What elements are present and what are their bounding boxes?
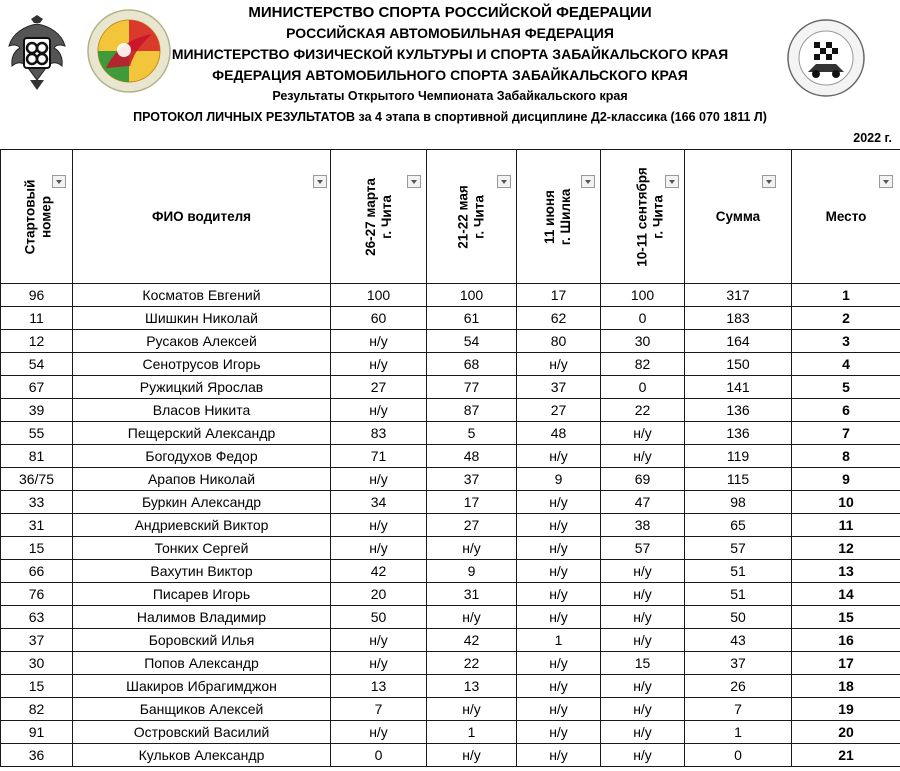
- col-stage4-line1: 10-11 сентября: [634, 166, 650, 267]
- stage3-points-cell: н/у: [517, 652, 601, 675]
- place-cell: 9: [792, 468, 900, 491]
- stage3-points-cell: 80: [517, 330, 601, 353]
- col-stage4-line2: г. Чита: [650, 194, 666, 239]
- place-cell: 16: [792, 629, 900, 652]
- driver-name-cell: Боровский Илья: [73, 629, 331, 652]
- start-number-cell: 81: [1, 445, 73, 468]
- stage2-points-cell: 17: [427, 491, 517, 514]
- stage1-points-cell: 20: [331, 583, 427, 606]
- driver-name-cell: Буркин Александр: [73, 491, 331, 514]
- stage4-points-cell: 82: [601, 353, 685, 376]
- stage4-points-cell: 57: [601, 537, 685, 560]
- stage4-points-cell: н/у: [601, 560, 685, 583]
- col-sum: [685, 150, 792, 284]
- table-row: [1, 537, 900, 560]
- start-number-cell: 96: [1, 284, 73, 307]
- stage4-points-cell: н/у: [601, 721, 685, 744]
- driver-name-cell: Арапов Николай: [73, 468, 331, 491]
- stage1-points-cell: н/у: [331, 353, 427, 376]
- raf-emblem-icon: [6, 14, 68, 92]
- stage3-points-cell: н/у: [517, 537, 601, 560]
- start-number-cell: 31: [1, 514, 73, 537]
- stage4-points-cell: н/у: [601, 445, 685, 468]
- stage3-points-cell: 9: [517, 468, 601, 491]
- place-cell: 7: [792, 422, 900, 445]
- stage1-points-cell: 0: [331, 744, 427, 767]
- col-driver: [73, 150, 331, 284]
- start-number-cell: 36/75: [1, 468, 73, 491]
- stage4-points-cell: н/у: [601, 744, 685, 767]
- table-row: [1, 468, 900, 491]
- stage2-points-cell: 22: [427, 652, 517, 675]
- driver-name-cell: Писарев Игорь: [73, 583, 331, 606]
- sum-cell: 57: [685, 537, 792, 560]
- place-cell: 1: [792, 284, 900, 307]
- col-start-number: [1, 150, 73, 284]
- place-cell: 4: [792, 353, 900, 376]
- stage3-points-cell: н/у: [517, 583, 601, 606]
- driver-name-cell: Налимов Владимир: [73, 606, 331, 629]
- start-number-cell: 33: [1, 491, 73, 514]
- col-stage3-line1: 11 июня: [542, 189, 558, 244]
- stage2-points-cell: 68: [427, 353, 517, 376]
- stage4-points-cell: н/у: [601, 675, 685, 698]
- start-number-cell: 54: [1, 353, 73, 376]
- table-row: [1, 284, 900, 307]
- stage2-points-cell: 1: [427, 721, 517, 744]
- col-stage2-label: [455, 185, 487, 248]
- start-number-cell: 12: [1, 330, 73, 353]
- col-place-label: Место: [825, 209, 867, 224]
- header-federation: ФЕДЕРАЦИЯ АВТОМОБИЛЬНОГО СПОРТА ЗАБАЙКАЛЬСКОГО КРАЯ: [212, 67, 688, 83]
- stage2-points-cell: 9: [427, 560, 517, 583]
- sum-cell: 164: [685, 330, 792, 353]
- stage4-points-cell: 30: [601, 330, 685, 353]
- start-number-cell: 30: [1, 652, 73, 675]
- stage2-points-cell: 42: [427, 629, 517, 652]
- stage1-points-cell: 7: [331, 698, 427, 721]
- sum-cell: 0: [685, 744, 792, 767]
- stage3-points-cell: 17: [517, 284, 601, 307]
- sum-cell: 136: [685, 422, 792, 445]
- stage3-points-cell: 48: [517, 422, 601, 445]
- table-row: [1, 744, 900, 767]
- stage3-points-cell: н/у: [517, 445, 601, 468]
- stage3-points-cell: н/у: [517, 491, 601, 514]
- stage2-points-cell: 5: [427, 422, 517, 445]
- sum-cell: 43: [685, 629, 792, 652]
- stage2-points-cell: 54: [427, 330, 517, 353]
- driver-name-cell: Тонких Сергей: [73, 537, 331, 560]
- place-cell: 8: [792, 445, 900, 468]
- table-row: [1, 353, 900, 376]
- col-place: [792, 150, 900, 284]
- stage3-points-cell: 27: [517, 399, 601, 422]
- stage2-points-cell: 61: [427, 307, 517, 330]
- filter-stage1-button[interactable]: [407, 175, 421, 188]
- sum-cell: 98: [685, 491, 792, 514]
- table-header-row: [1, 150, 900, 284]
- stage1-points-cell: н/у: [331, 629, 427, 652]
- table-row: [1, 399, 900, 422]
- stage3-points-cell: 62: [517, 307, 601, 330]
- header-protocol-title: ПРОТОКОЛ ЛИЧНЫХ РЕЗУЛЬТАТОВ за 4 этапа в спортивной дисциплине Д2-классика (166 070 1811 Л): [133, 110, 767, 124]
- col-stage3-line2: г. Шилка: [558, 188, 574, 245]
- stage4-points-cell: 0: [601, 376, 685, 399]
- table-row: [1, 652, 900, 675]
- sum-cell: 65: [685, 514, 792, 537]
- stage2-points-cell: н/у: [427, 744, 517, 767]
- place-cell: 19: [792, 698, 900, 721]
- sum-cell: 115: [685, 468, 792, 491]
- driver-name-cell: Попов Александр: [73, 652, 331, 675]
- stage1-points-cell: 50: [331, 606, 427, 629]
- stage4-points-cell: н/у: [601, 606, 685, 629]
- col-stage1-line2: г. Чита: [378, 194, 394, 239]
- table-row: [1, 330, 900, 353]
- sum-cell: 119: [685, 445, 792, 468]
- col-stage1-line1: 26-27 марта: [362, 177, 378, 256]
- start-number-cell: 36: [1, 744, 73, 767]
- table-row: [1, 422, 900, 445]
- stage2-points-cell: 13: [427, 675, 517, 698]
- stage1-points-cell: н/у: [331, 537, 427, 560]
- start-number-cell: 11: [1, 307, 73, 330]
- stage4-points-cell: н/у: [601, 629, 685, 652]
- stage1-points-cell: 100: [331, 284, 427, 307]
- stage1-points-cell: н/у: [331, 330, 427, 353]
- place-cell: 11: [792, 514, 900, 537]
- col-start-number-label: [22, 179, 54, 254]
- sum-cell: 1: [685, 721, 792, 744]
- sum-cell: 317: [685, 284, 792, 307]
- stage3-points-cell: н/у: [517, 606, 601, 629]
- stage4-points-cell: 38: [601, 514, 685, 537]
- stage2-points-cell: 48: [427, 445, 517, 468]
- driver-name-cell: Шакиров Ибрагимджон: [73, 675, 331, 698]
- stage1-points-cell: 27: [331, 376, 427, 399]
- start-number-cell: 66: [1, 560, 73, 583]
- start-number-cell: 37: [1, 629, 73, 652]
- stage4-points-cell: н/у: [601, 583, 685, 606]
- filter-stage2-button[interactable]: [497, 175, 511, 188]
- stage3-points-cell: н/у: [517, 675, 601, 698]
- filter-stage3-button[interactable]: [581, 175, 595, 188]
- stage3-points-cell: н/у: [517, 514, 601, 537]
- place-cell: 17: [792, 652, 900, 675]
- zabaikalsky-sport-emblem-icon: [86, 8, 172, 94]
- sum-cell: 141: [685, 376, 792, 399]
- driver-name-cell: Вахутин Виктор: [73, 560, 331, 583]
- header-ministry-region: МИНИСТЕРСТВО ФИЗИЧЕСКОЙ КУЛЬТУРЫ И СПОРТА ЗАБАЙКАЛЬСКОГО КРАЯ: [171, 46, 729, 62]
- start-number-cell: 39: [1, 399, 73, 422]
- driver-name-cell: Русаков Алексей: [73, 330, 331, 353]
- header-results-title: Результаты Открытого Чемпионата Забайкальского края: [272, 89, 628, 103]
- table-row: [1, 491, 900, 514]
- stage1-points-cell: н/у: [331, 468, 427, 491]
- start-number-cell: 76: [1, 583, 73, 606]
- col-stage2-line2: г. Чита: [471, 194, 487, 239]
- table-row: [1, 721, 900, 744]
- driver-name-cell: Пещерский Александр: [73, 422, 331, 445]
- stage2-points-cell: н/у: [427, 698, 517, 721]
- stage4-points-cell: 47: [601, 491, 685, 514]
- col-driver-label: ФИО водителя: [151, 209, 252, 224]
- stage3-points-cell: 1: [517, 629, 601, 652]
- table-row: [1, 560, 900, 583]
- col-stage4: [601, 150, 685, 284]
- results-table: [0, 149, 900, 767]
- stage4-points-cell: 22: [601, 399, 685, 422]
- driver-name-cell: Шишкин Николай: [73, 307, 331, 330]
- stage2-points-cell: 100: [427, 284, 517, 307]
- stage4-points-cell: 0: [601, 307, 685, 330]
- stage2-points-cell: 37: [427, 468, 517, 491]
- filter-start-number-button[interactable]: [52, 175, 66, 188]
- stage4-points-cell: н/у: [601, 698, 685, 721]
- place-cell: 2: [792, 307, 900, 330]
- sum-cell: 150: [685, 353, 792, 376]
- stage4-points-cell: 15: [601, 652, 685, 675]
- header-ministry-sport: МИНИСТЕРСТВО СПОРТА РОССИЙСКОЙ ФЕДЕРАЦИИ: [248, 4, 652, 21]
- place-cell: 18: [792, 675, 900, 698]
- filter-stage4-button[interactable]: [665, 175, 679, 188]
- stage3-points-cell: н/у: [517, 721, 601, 744]
- start-number-cell: 67: [1, 376, 73, 399]
- table-row: [1, 583, 900, 606]
- filter-driver-button[interactable]: [313, 175, 327, 188]
- table-row: [1, 629, 900, 652]
- place-cell: 5: [792, 376, 900, 399]
- stage1-points-cell: н/у: [331, 514, 427, 537]
- driver-name-cell: Косматов Евгений: [73, 284, 331, 307]
- place-cell: 6: [792, 399, 900, 422]
- place-cell: 21: [792, 744, 900, 767]
- stage2-points-cell: н/у: [427, 537, 517, 560]
- sum-cell: 7: [685, 698, 792, 721]
- table-row: [1, 675, 900, 698]
- driver-name-cell: Власов Никита: [73, 399, 331, 422]
- sum-cell: 50: [685, 606, 792, 629]
- start-number-cell: 63: [1, 606, 73, 629]
- driver-name-cell: Кульков Александр: [73, 744, 331, 767]
- place-cell: 12: [792, 537, 900, 560]
- filter-place-button[interactable]: [879, 175, 893, 188]
- stage3-points-cell: н/у: [517, 560, 601, 583]
- sum-cell: 183: [685, 307, 792, 330]
- col-stage2: [427, 150, 517, 284]
- driver-name-cell: Ружицкий Ярослав: [73, 376, 331, 399]
- stage3-points-cell: н/у: [517, 698, 601, 721]
- col-stage4-label: [635, 167, 667, 266]
- stage2-points-cell: 31: [427, 583, 517, 606]
- table-row: [1, 376, 900, 399]
- stage1-points-cell: 42: [331, 560, 427, 583]
- place-cell: 10: [792, 491, 900, 514]
- place-cell: 15: [792, 606, 900, 629]
- start-number-cell: 15: [1, 675, 73, 698]
- stage1-points-cell: 13: [331, 675, 427, 698]
- col-stage1-label: [362, 178, 394, 256]
- col-stage1: [331, 150, 427, 284]
- stage3-points-cell: н/у: [517, 353, 601, 376]
- table-row: [1, 514, 900, 537]
- start-number-cell: 82: [1, 698, 73, 721]
- sum-cell: 37: [685, 652, 792, 675]
- start-number-cell: 15: [1, 537, 73, 560]
- stage4-points-cell: 100: [601, 284, 685, 307]
- sum-cell: 136: [685, 399, 792, 422]
- stage2-points-cell: 77: [427, 376, 517, 399]
- driver-name-cell: Сенотрусов Игорь: [73, 353, 331, 376]
- filter-sum-button[interactable]: [762, 175, 776, 188]
- place-cell: 3: [792, 330, 900, 353]
- stage2-points-cell: 87: [427, 399, 517, 422]
- driver-name-cell: Андриевский Виктор: [73, 514, 331, 537]
- col-stage3-label: [542, 188, 574, 244]
- header-raf: РОССИЙСКАЯ АВТОМОБИЛЬНАЯ ФЕДЕРАЦИЯ: [286, 25, 614, 41]
- stage1-points-cell: н/у: [331, 652, 427, 675]
- stage2-points-cell: н/у: [427, 606, 517, 629]
- stage1-points-cell: н/у: [331, 721, 427, 744]
- table-row: [1, 307, 900, 330]
- table-row: [1, 698, 900, 721]
- auto-sport-federation-emblem-icon: [786, 18, 866, 98]
- driver-name-cell: Банщиков Алексей: [73, 698, 331, 721]
- col-stage2-line1: 21-22 мая: [455, 184, 471, 249]
- stage1-points-cell: 71: [331, 445, 427, 468]
- sum-cell: 26: [685, 675, 792, 698]
- sum-cell: 51: [685, 583, 792, 606]
- col-start-number-line1: Стартовый: [22, 179, 38, 254]
- col-sum-label: Сумма: [715, 209, 761, 224]
- driver-name-cell: Богодухов Федор: [73, 445, 331, 468]
- sum-cell: 51: [685, 560, 792, 583]
- stage4-points-cell: н/у: [601, 422, 685, 445]
- col-stage3: [517, 150, 601, 284]
- start-number-cell: 91: [1, 721, 73, 744]
- stage1-points-cell: 83: [331, 422, 427, 445]
- table-row: [1, 445, 900, 468]
- table-row: [1, 606, 900, 629]
- place-cell: 20: [792, 721, 900, 744]
- stage3-points-cell: 37: [517, 376, 601, 399]
- start-number-cell: 55: [1, 422, 73, 445]
- header-year: 2022 г.: [853, 131, 892, 145]
- stage1-points-cell: 60: [331, 307, 427, 330]
- stage2-points-cell: 27: [427, 514, 517, 537]
- col-start-number-line2: номер: [38, 195, 54, 238]
- stage4-points-cell: 69: [601, 468, 685, 491]
- place-cell: 14: [792, 583, 900, 606]
- place-cell: 13: [792, 560, 900, 583]
- driver-name-cell: Островский Василий: [73, 721, 331, 744]
- stage1-points-cell: н/у: [331, 399, 427, 422]
- stage3-points-cell: н/у: [517, 744, 601, 767]
- stage1-points-cell: 34: [331, 491, 427, 514]
